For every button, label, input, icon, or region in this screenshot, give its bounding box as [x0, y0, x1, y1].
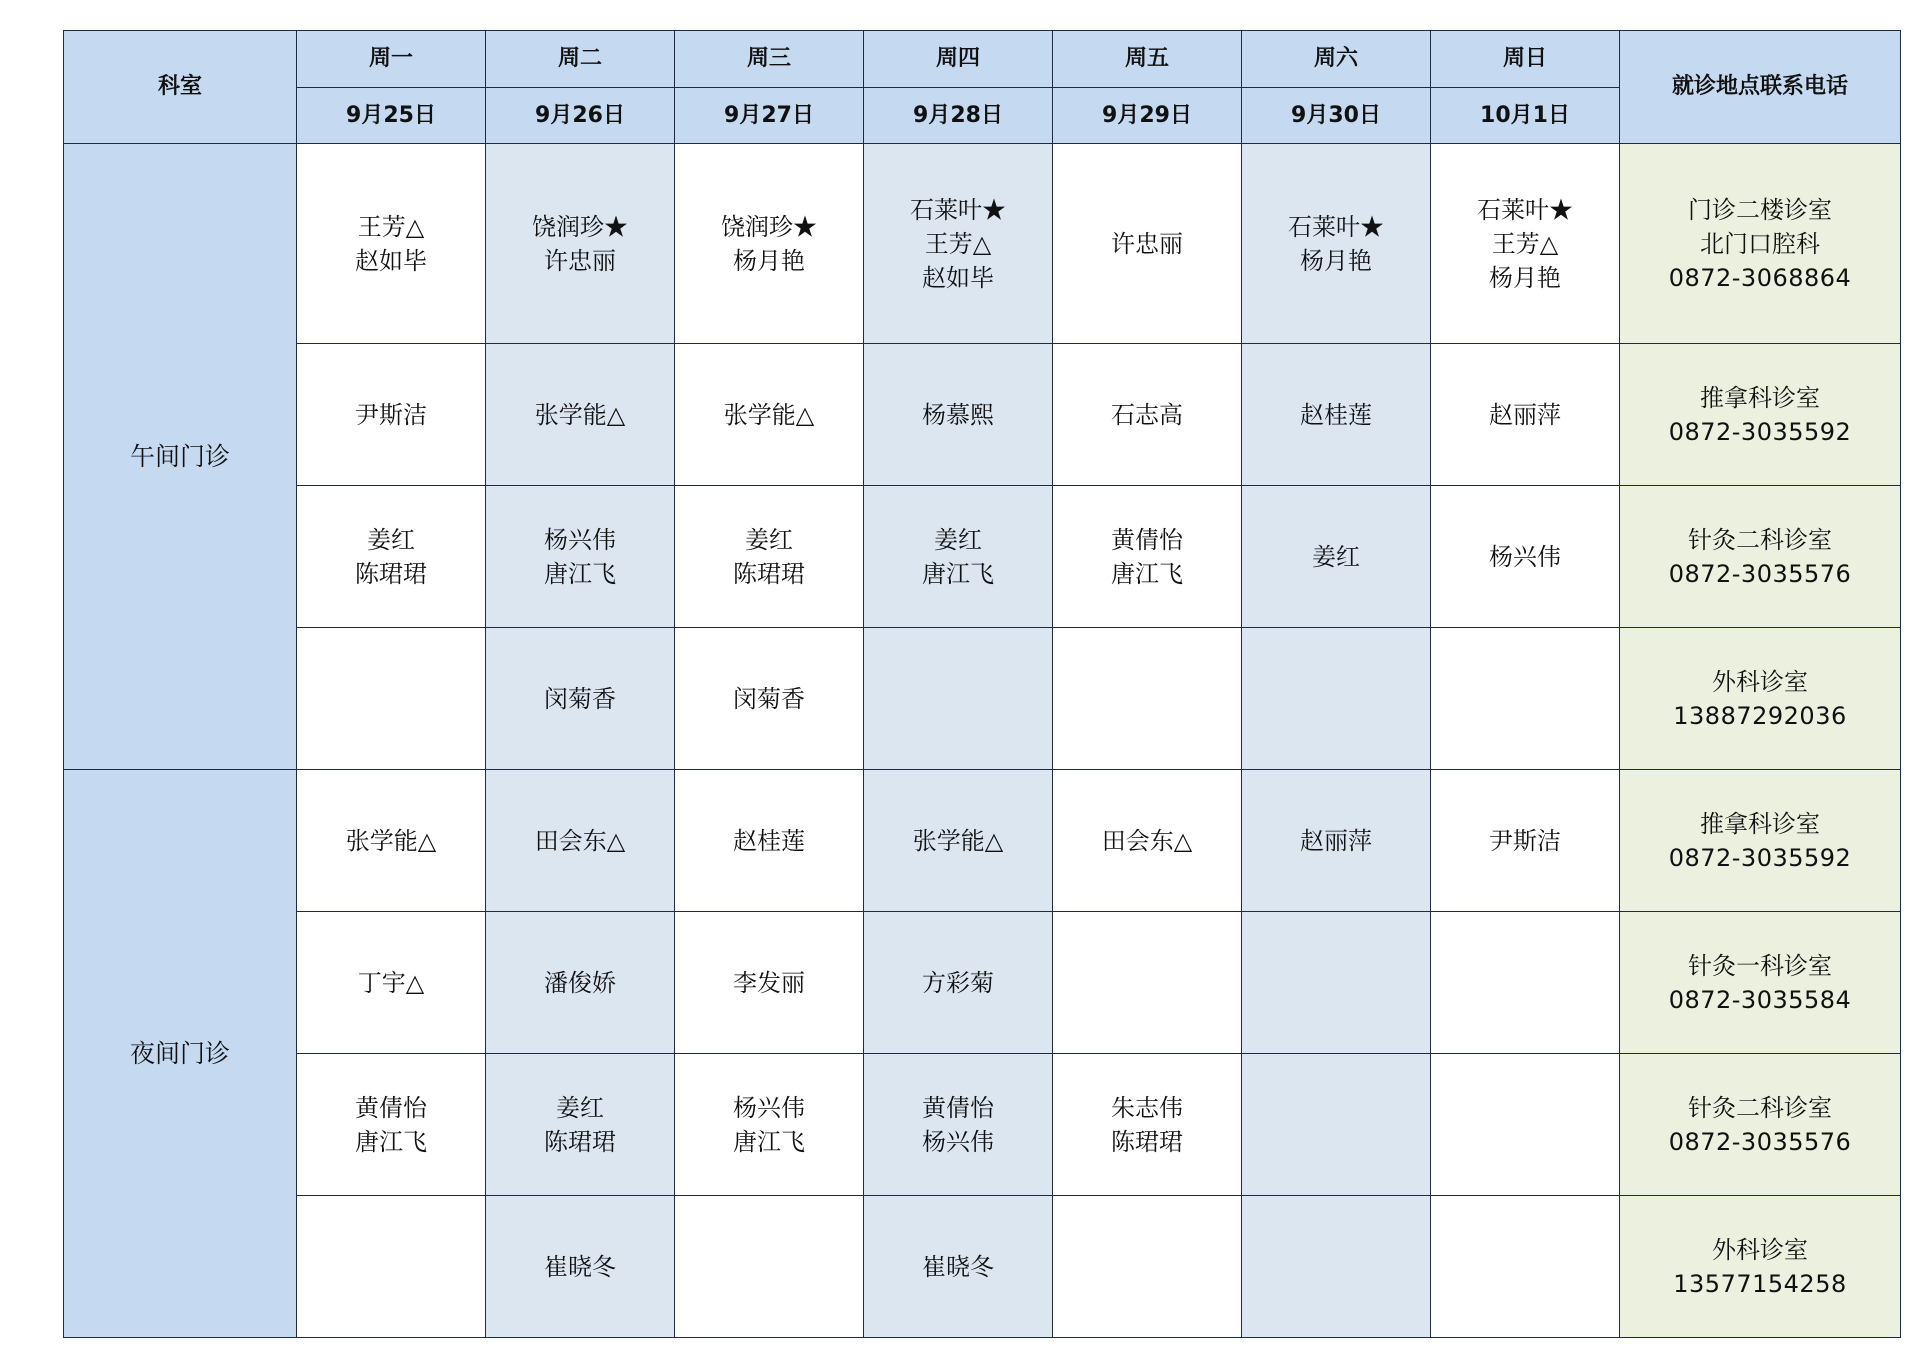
doctor-name: 石莱叶★: [910, 195, 1006, 224]
doctor-name: 陈珺珺: [733, 559, 805, 588]
doctor-name: 尹斯洁: [355, 400, 427, 429]
doctor-cell: [297, 628, 486, 770]
schedule-row: [64, 628, 1901, 770]
doctor-cell: [1431, 486, 1620, 628]
doctor-name: 杨月艳: [733, 246, 805, 275]
doctor-cell: [864, 344, 1053, 486]
doctor-name: 田会东△: [1101, 826, 1193, 855]
doctor-name: 丁宇△: [357, 968, 425, 997]
doctor-name: 陈珺珺: [544, 1127, 616, 1156]
doctor-cell: [1242, 628, 1431, 770]
doctor-name: 赵如毕: [355, 246, 427, 275]
location-contact-cell: [1620, 486, 1901, 628]
doctor-name: 张学能△: [912, 826, 1004, 855]
doctor-name: 姜红: [934, 525, 982, 554]
location-name: 针灸二科诊室: [1688, 525, 1832, 554]
location-contact-cell: [1620, 628, 1901, 770]
doctor-name: 赵丽萍: [1300, 826, 1372, 855]
doctor-name: 陈珺珺: [355, 559, 427, 588]
doctor-name: 赵丽萍: [1489, 400, 1561, 429]
date-header: 9月25日: [297, 88, 486, 144]
doctor-name: 闵菊香: [733, 684, 805, 713]
doctor-cell: [1431, 144, 1620, 344]
doctor-name: 赵桂莲: [733, 826, 805, 855]
weekday-header: 周二: [486, 31, 675, 88]
date-header: 9月27日: [675, 88, 864, 144]
doctor-name: 唐江飞: [355, 1127, 427, 1156]
location-name: 针灸二科诊室: [1688, 1093, 1832, 1122]
doctor-cell: [1053, 628, 1242, 770]
phone-number: 0872-3035584: [1668, 985, 1852, 1014]
doctor-name: 石志高: [1111, 400, 1183, 429]
doctor-cell: [486, 770, 675, 912]
doctor-name: 杨慕熙: [922, 400, 994, 429]
doctor-cell: [675, 344, 864, 486]
doctor-cell: [675, 1196, 864, 1338]
doctor-name: 朱志伟: [1111, 1093, 1183, 1122]
contact-header: 就诊地点联系电话: [1620, 31, 1901, 144]
doctor-cell: [675, 1054, 864, 1196]
doctor-cell: [1053, 1196, 1242, 1338]
location-name: 针灸一科诊室: [1688, 951, 1832, 980]
doctor-cell: [864, 144, 1053, 344]
doctor-name: 张学能△: [345, 826, 437, 855]
phone-number: 0872-3035576: [1668, 1127, 1852, 1156]
doctor-name: 王芳△: [924, 229, 992, 258]
schedule-row: [64, 344, 1901, 486]
phone-number: 0872-3035592: [1668, 843, 1852, 872]
doctor-cell: [486, 344, 675, 486]
doctor-cell: [1053, 1054, 1242, 1196]
doctor-name: 赵如毕: [922, 263, 994, 292]
doctor-cell: [675, 770, 864, 912]
doctor-name: 许忠丽: [544, 246, 616, 275]
doctor-name: 黄倩怡: [922, 1093, 994, 1122]
doctor-cell: [486, 1054, 675, 1196]
doctor-name: 姜红: [1312, 542, 1360, 571]
weekday-header: 周五: [1053, 31, 1242, 88]
location-name: 门诊二楼诊室: [1688, 195, 1832, 224]
doctor-cell: [1431, 770, 1620, 912]
doctor-name: 唐江飞: [544, 559, 616, 588]
date-header: 9月28日: [864, 88, 1053, 144]
date-header: 10月1日: [1431, 88, 1620, 144]
doctor-cell: [486, 486, 675, 628]
doctor-name: 唐江飞: [733, 1127, 805, 1156]
doctor-cell: [1053, 144, 1242, 344]
location-name: 北门口腔科: [1700, 229, 1820, 258]
date-header: 9月29日: [1053, 88, 1242, 144]
dept-header: 科室: [64, 31, 297, 144]
weekday-header: 周三: [675, 31, 864, 88]
doctor-name: 赵桂莲: [1300, 400, 1372, 429]
doctor-name: 杨兴伟: [544, 525, 616, 554]
doctor-name: 潘俊娇: [544, 968, 616, 997]
weekday-header: 周六: [1242, 31, 1431, 88]
doctor-name: 姜红: [745, 525, 793, 554]
doctor-name: 王芳△: [1491, 229, 1559, 258]
doctor-cell: [864, 628, 1053, 770]
doctor-cell: [486, 144, 675, 344]
doctor-name: 姜红: [367, 525, 415, 554]
doctor-name: 张学能△: [723, 400, 815, 429]
doctor-cell: [1431, 912, 1620, 1054]
doctor-cell: [1242, 344, 1431, 486]
doctor-cell: [1431, 344, 1620, 486]
location-contact-cell: [1620, 912, 1901, 1054]
doctor-name: 王芳△: [357, 212, 425, 241]
doctor-name: 闵菊香: [544, 684, 616, 713]
location-contact-cell: [1620, 144, 1901, 344]
doctor-cell: [297, 1196, 486, 1338]
doctor-cell: [1242, 770, 1431, 912]
doctor-cell: [297, 770, 486, 912]
location-name: 外科诊室: [1712, 667, 1808, 696]
location-contact-cell: [1620, 1196, 1901, 1338]
location-name: 推拿科诊室: [1700, 809, 1820, 838]
phone-number: 0872-3035576: [1668, 559, 1852, 588]
doctor-cell: [297, 486, 486, 628]
doctor-name: 崔晓冬: [922, 1252, 994, 1281]
phone-number: 0872-3035592: [1668, 417, 1852, 446]
location-contact-cell: [1620, 1054, 1901, 1196]
doctor-name: 许忠丽: [1111, 229, 1183, 258]
doctor-cell: [675, 628, 864, 770]
doctor-cell: [486, 912, 675, 1054]
schedule-row: [64, 486, 1901, 628]
phone-number: 13577154258: [1673, 1269, 1847, 1298]
doctor-name: 方彩菊: [922, 968, 994, 997]
location-contact-cell: [1620, 770, 1901, 912]
doctor-name: 田会东△: [534, 826, 626, 855]
location-name: 外科诊室: [1712, 1235, 1808, 1264]
schedule-row: [64, 770, 1901, 912]
doctor-name: 石莱叶★: [1288, 212, 1384, 241]
location-name: 推拿科诊室: [1700, 383, 1820, 412]
doctor-name: 姜红: [556, 1093, 604, 1122]
schedule-row: [64, 144, 1901, 344]
date-header: 9月30日: [1242, 88, 1431, 144]
doctor-cell: [675, 144, 864, 344]
phone-number: 0872-3068864: [1668, 263, 1852, 292]
doctor-cell: [864, 486, 1053, 628]
doctor-name: 唐江飞: [922, 559, 994, 588]
weekday-header: 周四: [864, 31, 1053, 88]
weekday-header: 周日: [1431, 31, 1620, 88]
schedule-row: [64, 1054, 1901, 1196]
doctor-name: 尹斯洁: [1489, 826, 1561, 855]
doctor-cell: [1242, 912, 1431, 1054]
phone-number: 13887292036: [1673, 701, 1847, 730]
dept-name: 夜间门诊: [64, 770, 297, 1338]
doctor-cell: [486, 628, 675, 770]
doctor-cell: [1242, 486, 1431, 628]
doctor-cell: [864, 770, 1053, 912]
doctor-name: 杨兴伟: [922, 1127, 994, 1156]
doctor-cell: [486, 1196, 675, 1338]
schedule-body: [64, 144, 1901, 1338]
doctor-name: 杨月艳: [1489, 263, 1561, 292]
doctor-name: 杨兴伟: [733, 1093, 805, 1122]
location-contact-cell: [1620, 344, 1901, 486]
doctor-name: 唐江飞: [1111, 559, 1183, 588]
doctor-cell: [1053, 770, 1242, 912]
doctor-cell: [1053, 486, 1242, 628]
doctor-cell: [297, 1054, 486, 1196]
doctor-cell: [297, 912, 486, 1054]
doctor-name: 杨兴伟: [1489, 542, 1561, 571]
date-header: 9月26日: [486, 88, 675, 144]
doctor-cell: [297, 144, 486, 344]
doctor-cell: [675, 486, 864, 628]
doctor-cell: [1242, 1196, 1431, 1338]
doctor-cell: [1053, 344, 1242, 486]
doctor-cell: [1053, 912, 1242, 1054]
doctor-cell: [675, 912, 864, 1054]
clinic-schedule-table: [63, 30, 1901, 1338]
doctor-cell: [864, 1054, 1053, 1196]
doctor-name: 李发丽: [733, 968, 805, 997]
doctor-cell: [864, 912, 1053, 1054]
doctor-cell: [1242, 144, 1431, 344]
doctor-name: 饶润珍★: [721, 212, 817, 241]
doctor-name: 张学能△: [534, 400, 626, 429]
schedule-row: [64, 1196, 1901, 1338]
doctor-cell: [1242, 1054, 1431, 1196]
doctor-cell: [864, 1196, 1053, 1338]
dept-name: 午间门诊: [64, 144, 297, 770]
schedule-row: [64, 912, 1901, 1054]
doctor-name: 崔晓冬: [544, 1252, 616, 1281]
doctor-name: 石莱叶★: [1477, 195, 1573, 224]
doctor-name: 黄倩怡: [355, 1093, 427, 1122]
doctor-cell: [1431, 1196, 1620, 1338]
doctor-name: 陈珺珺: [1111, 1127, 1183, 1156]
doctor-cell: [1431, 628, 1620, 770]
doctor-name: 饶润珍★: [532, 212, 628, 241]
weekday-header: 周一: [297, 31, 486, 88]
doctor-cell: [297, 344, 486, 486]
doctor-name: 杨月艳: [1300, 246, 1372, 275]
doctor-name: 黄倩怡: [1111, 525, 1183, 554]
doctor-cell: [1431, 1054, 1620, 1196]
